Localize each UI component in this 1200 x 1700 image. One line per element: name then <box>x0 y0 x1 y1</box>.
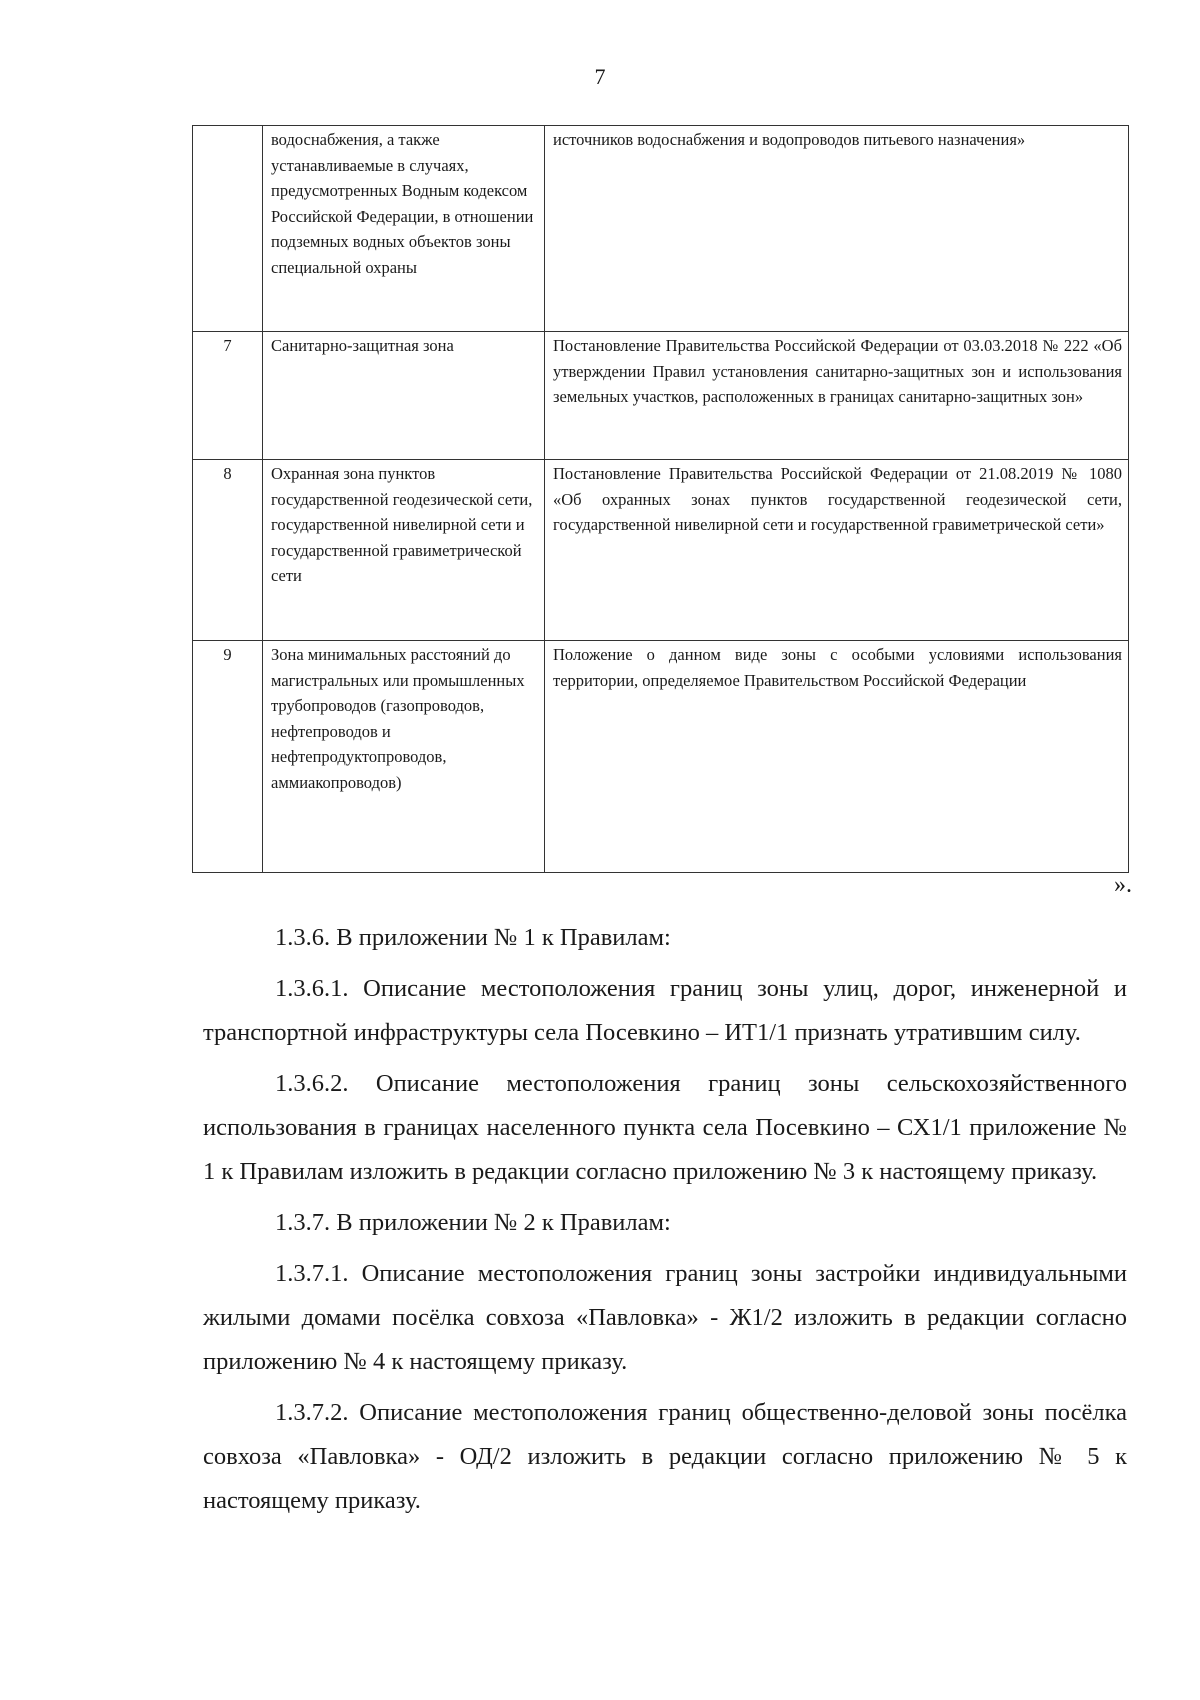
paragraph: 1.3.6.2. Описание местоположения границ зоны сельскохозяйственного использования в границах населенного пункта села Посевкино – СХ1/1 приложение № 1 к Правилам изложить в редакции согласно приложению № 3 к настоящему приказу. <box>203 1070 1127 1185</box>
table-row <box>193 641 1129 873</box>
body-text <box>203 916 1127 1530</box>
closing-quote: ». <box>1114 872 1132 898</box>
row-number: 7 <box>193 332 263 460</box>
paragraph: 1.3.6. В приложении № 1 к Правилам: <box>275 924 671 951</box>
legal-basis: Постановление Правительства Российской Федерации от 03.03.2018 № 222 «Об утверждении Правил установления санитарно-защитных зон и использования земельных участков, расположенных в границах санитарно-защитных зон» <box>545 332 1129 460</box>
zone-name: Охранная зона пунктов государственной геодезической сети, государственной нивелирной сети и государственной гравиметрической сети <box>263 460 545 641</box>
legal-basis: источников водоснабжения и водопроводов питьевого назначения» <box>545 126 1129 332</box>
row-number: 8 <box>193 460 263 641</box>
table-row <box>193 126 1129 332</box>
page-number: 7 <box>594 64 606 89</box>
table-row <box>193 332 1129 460</box>
row-number: 9 <box>193 641 263 873</box>
paragraph: 1.3.7. В приложении № 2 к Правилам: <box>275 1209 671 1236</box>
paragraph: 1.3.6.1. Описание местоположения границ зоны улиц, дорог, инженерной и транспортной инфраструктуры села Посевкино – ИТ1/1 признать утратившим силу. <box>203 975 1127 1046</box>
paragraph: 1.3.7.1. Описание местоположения границ зоны застройки индивидуальными жилыми домами посёлка совхоза «Павловка» - Ж1/2 изложить в редакции согласно приложению № 4 к настоящему приказу. <box>203 1260 1127 1375</box>
table-row <box>193 460 1129 641</box>
row-number <box>193 126 263 332</box>
zone-name: водоснабжения, а также устанавливаемые в случаях, предусмотренных Водным кодексом Российской Федерации, в отношении подземных водных объектов зоны специальной охраны <box>263 126 545 332</box>
legal-basis: Постановление Правительства Российской Федерации от 21.08.2019 № 1080 «Об охранных зонах пунктов государственной геодезической сети, государственной нивелирной сети и государственной гравиметрической сети» <box>545 460 1129 641</box>
zone-name: Санитарно-защитная зона <box>263 332 545 460</box>
zones-table <box>192 125 1129 873</box>
zone-name: Зона минимальных расстояний до магистральных или промышленных трубопроводов (газопроводов, нефтепроводов и нефтепродуктопроводов, аммиакопроводов) <box>263 641 545 873</box>
legal-basis: Положение о данном виде зоны с особыми условиями использования территории, определяемое Правительством Российской Федерации <box>545 641 1129 873</box>
paragraph: 1.3.7.2. Описание местоположения границ общественно-деловой зоны посёлка совхоза «Павловка» - ОД/2 изложить в редакции согласно приложению № 5 к настоящему приказу. <box>203 1399 1127 1514</box>
